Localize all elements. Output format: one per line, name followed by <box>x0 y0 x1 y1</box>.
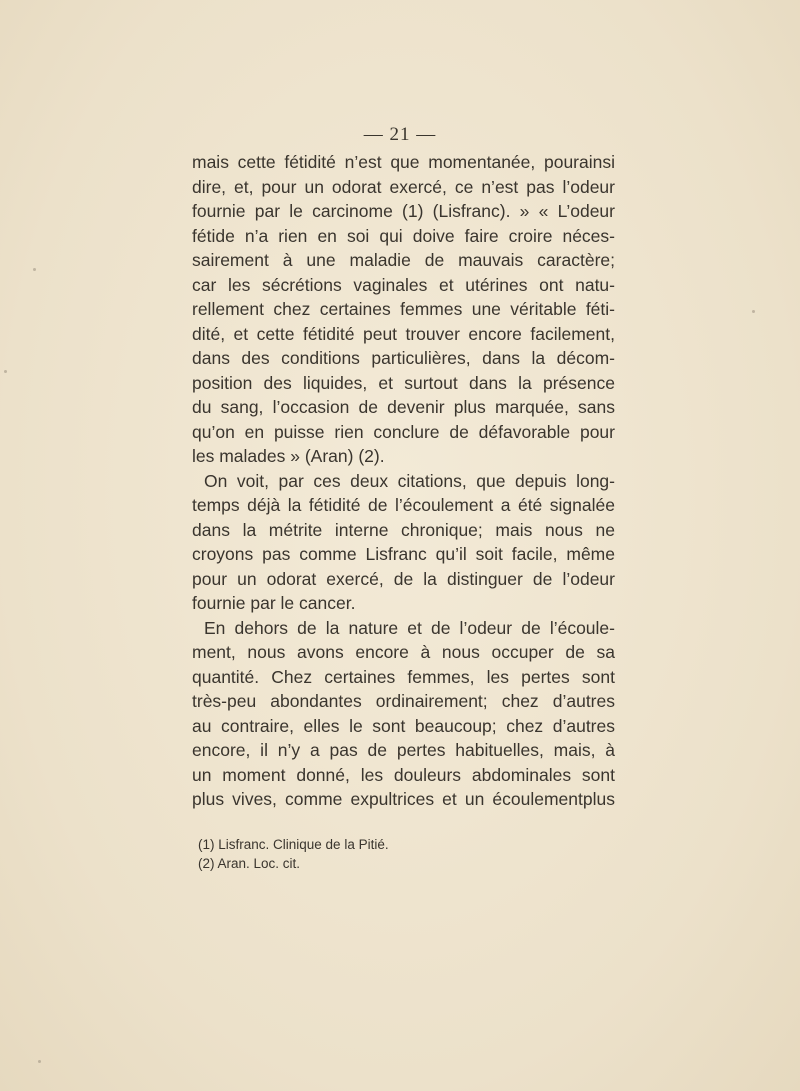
text-line: sairement à une maladie de mauvais caractère; <box>192 250 615 270</box>
text-line: croyons pas comme Lisfranc qu’il soit facile, même <box>192 544 615 564</box>
text-line: temps déjà la fétidité de l’écoulement a été signalée <box>192 495 615 515</box>
text-line: fournie par le cancer. <box>192 593 356 613</box>
text-line: au contraire, elles le sont beaucoup; chez d’autres <box>192 715 615 736</box>
text-line: mais cette fétidité n’est que momentanée, pourainsi <box>192 152 615 172</box>
paper-speck <box>38 1060 41 1063</box>
text-line: ment, nous avons encore à nous occuper de sa <box>192 642 615 662</box>
paper-speck <box>33 268 36 271</box>
footnotes <box>198 836 389 873</box>
text-line: du sang, l’occasion de devenir plus marquée, sans <box>192 397 615 417</box>
paper-speck <box>4 370 7 373</box>
footnote: (1) Lisfranc. Clinique de la Pitié. <box>198 837 389 852</box>
text-line: En dehors de la nature et de l’odeur de l’écoule- <box>204 617 615 638</box>
text-line: quantité. Chez certaines femmes, les pertes sont <box>192 666 615 687</box>
text-line: dité, et cette fétidité peut trouver encore facilement, <box>192 323 615 344</box>
text-line: dans la métrite interne chronique; mais nous ne <box>192 519 615 540</box>
text-line: position des liquides, et surtout dans la présence <box>192 372 615 393</box>
text-line: très-peu abondantes ordinairement; chez d’autres <box>192 691 615 711</box>
text-line: dans des conditions particulières, dans la décom- <box>192 348 615 368</box>
text-line: qu’on en puisse rien conclure de défavorable pour <box>192 421 615 442</box>
text-line: fétide n’a rien en soi qui doive faire croire néces- <box>192 225 615 246</box>
text-line: rellement chez certaines femmes une véritable féti- <box>192 299 615 319</box>
text-line: un moment donné, les douleurs abdominales sont <box>192 764 615 785</box>
text-line: pour un odorat exercé, de la distinguer de l’odeur <box>192 568 615 589</box>
text-line: plus vives, comme expultrices et un écoulementplus <box>192 789 615 809</box>
text-line: les malades » (Aran) (2). <box>192 446 385 466</box>
text-line: On voit, par ces deux citations, que depuis long- <box>204 470 615 491</box>
footnote: (2) Aran. Loc. cit. <box>198 855 301 871</box>
page-number: — 21 — <box>363 124 437 145</box>
body-text <box>192 150 615 812</box>
text-line: encore, il n’y a pas de pertes habituelles, mais, à <box>192 740 615 760</box>
text-line: car les sécrétions vaginales et utérines ont natu- <box>192 274 615 295</box>
text-line: dire, et, pour un odorat exercé, ce n’est pas l’odeur <box>192 176 615 197</box>
paper-speck <box>752 310 755 313</box>
text-line: fournie par le carcinome (1) (Lisfranc). » « L’odeur <box>192 201 615 221</box>
